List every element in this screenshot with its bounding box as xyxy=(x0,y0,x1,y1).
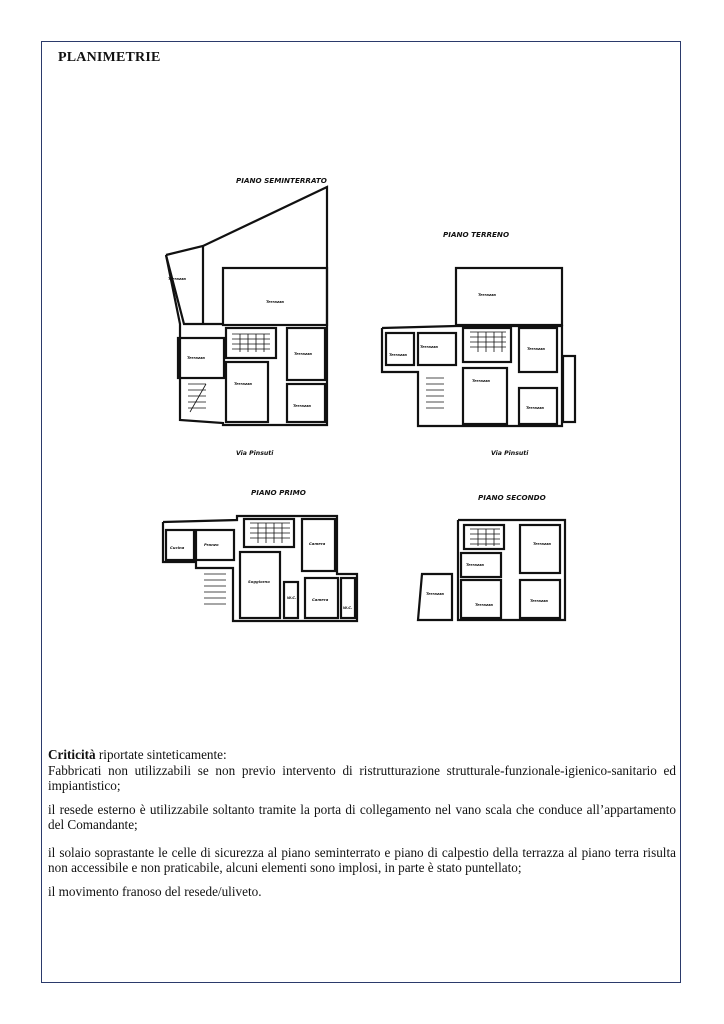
room-label: W.C. xyxy=(287,595,297,600)
terreno-stair xyxy=(463,328,511,362)
room-label: Soggiorno xyxy=(248,579,270,584)
page-heading: PLANIMETRIE xyxy=(58,50,161,65)
plan-secondo xyxy=(418,493,565,620)
criticita-item: il resede esterno è utilizzabile soltanto tramite la porta di collegamento nel vano scala che conduce all’appartamento del Comandante; xyxy=(48,801,676,832)
room-label: Terrazza xyxy=(426,591,444,596)
seminterrato-left-wall xyxy=(166,255,223,324)
criticita-intro xyxy=(48,747,676,763)
criticita-item: Fabbricati non utilizzabili se non previo intervento di ristrutturazione strutturale-funzionale-igienico-sanitario ed impiantistico; xyxy=(48,762,676,793)
room-label: Camera xyxy=(312,597,329,602)
room-label: Terrazza xyxy=(266,299,284,304)
room-label: Terrazza xyxy=(526,405,544,410)
secondo-room-left-b xyxy=(461,580,501,618)
room-label: Terrazza xyxy=(294,351,312,356)
primo-outline xyxy=(163,516,357,621)
plan-title-secondo: PIANO SECONDO xyxy=(478,493,546,502)
room-label: Terrazza xyxy=(168,276,186,281)
plan-title-primo: PIANO PRIMO xyxy=(251,488,306,497)
room-label: W.C. xyxy=(343,605,353,610)
plan-seminterrato xyxy=(166,176,327,457)
room-label: Terrazza xyxy=(466,562,484,567)
room-label: Pranzo xyxy=(204,542,219,547)
seminterrato-outline xyxy=(166,187,327,425)
terreno-side-strip xyxy=(563,356,575,422)
secondo-room-right-a xyxy=(520,525,560,573)
secondo-terrace-outside xyxy=(418,574,452,620)
street-label-seminterrato: Via Pinsuti xyxy=(236,450,274,457)
criticita-label: Criticità xyxy=(48,747,96,762)
room-label: Terrazza xyxy=(475,602,493,607)
criticita-section xyxy=(48,747,676,899)
room-label: Cucina xyxy=(170,545,185,550)
room-label: Terrazza xyxy=(472,378,490,383)
street-label-terreno: Via Pinsuti xyxy=(491,450,529,457)
room-label: Terrazza xyxy=(527,346,545,351)
terreno-outline xyxy=(382,326,562,426)
plan-terreno xyxy=(382,230,575,457)
primo-stair-treads xyxy=(204,523,290,604)
room-label: Terrazza xyxy=(420,344,438,349)
plan-title-terreno: PIANO TERRENO xyxy=(443,230,510,239)
terreno-stair-treads xyxy=(426,332,506,408)
room-label: Terrazza xyxy=(533,541,551,546)
terreno-terrace-top xyxy=(456,268,562,325)
seminterrato-terrace-top xyxy=(223,268,327,325)
seminterrato-room-center xyxy=(226,362,268,422)
room-label: Terrazza xyxy=(187,355,205,360)
room-label: Terrazza xyxy=(293,403,311,408)
terreno-room-left xyxy=(418,333,456,365)
plan-primo xyxy=(163,488,357,621)
primo-room-wc-a xyxy=(284,582,298,618)
terreno-room-far-left xyxy=(386,333,414,365)
room-label: Terrazza xyxy=(234,381,252,386)
criticita-item: il movimento franoso del resede/uliveto. xyxy=(48,883,262,899)
criticita-intro-text: riportate sinteticamente: xyxy=(95,747,227,762)
terreno-room-center xyxy=(463,368,507,424)
criticita-item: il solaio soprastante le celle di sicurezza al piano seminterrato e piano di calpestio della terrazza al piano terra risulta non accessibile e non praticabile, alcuni elementi sono implosi, in parte è stato puntellato; xyxy=(48,844,676,875)
room-label: Terrazza xyxy=(478,292,496,297)
seminterrato-stair-treads xyxy=(188,334,270,412)
primo-room-living xyxy=(240,552,280,618)
secondo-stair-treads xyxy=(470,529,500,546)
room-label: Terrazza xyxy=(389,352,407,357)
room-label: Camera xyxy=(309,541,326,546)
room-label: Terrazza xyxy=(530,598,548,603)
seminterrato-stair xyxy=(226,328,276,358)
primo-room-wc-b xyxy=(341,578,355,618)
plan-title-seminterrato: PIANO SEMINTERRATO xyxy=(236,176,327,185)
